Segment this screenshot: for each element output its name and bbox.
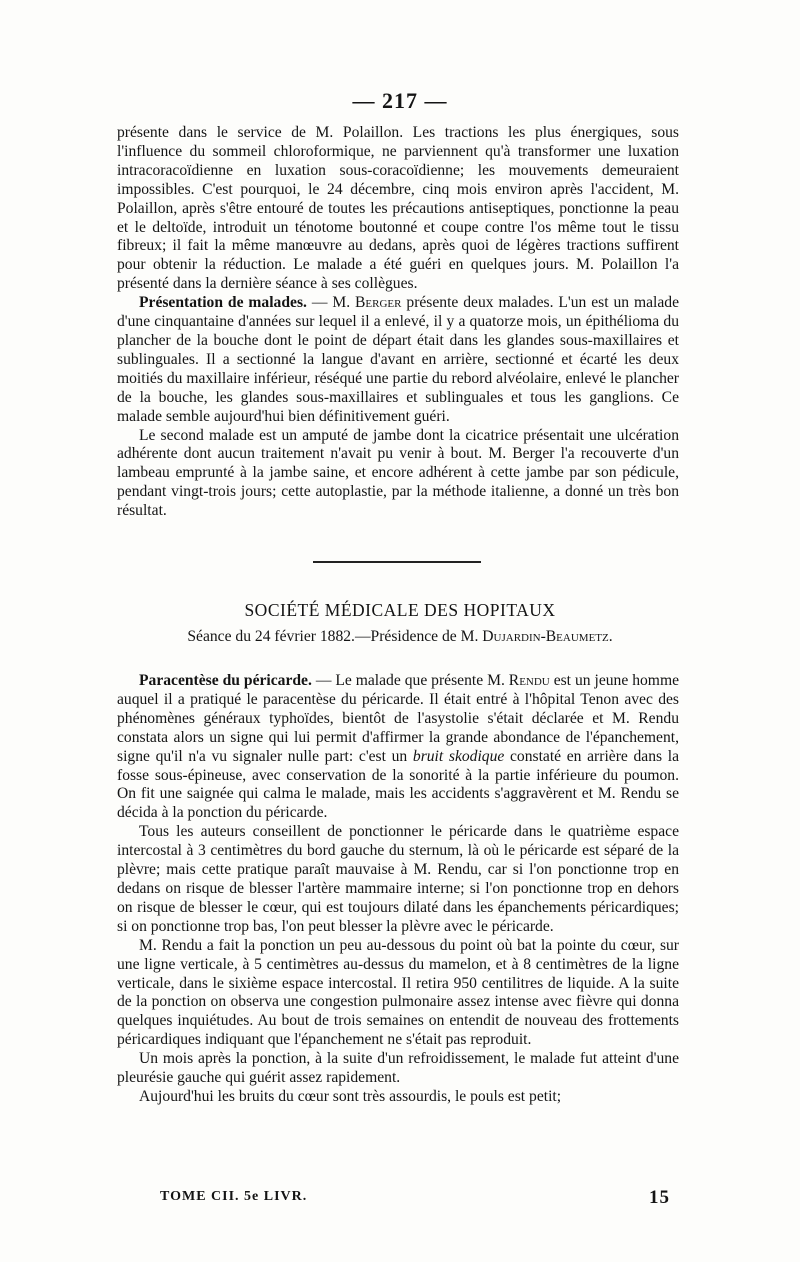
seance-line: Séance du 24 février 1882.—Présidence de M. Dujardin-Beaumetz. (187, 628, 613, 645)
signature-mark: 15 (649, 1187, 670, 1208)
paragraph-polaillon: présente dans le service de M. Polaillon. Les tractions les plus énergiques, sous l'influence du sommeil chloroformique, ne parviennent qu'à transformer une luxation intracoracoïdienne en luxation sous-coracoïdienne; les mouvements demeuraient impossibles. C'est pourquoi, le 24 décembre, cinq mois environ après l'accident, M. Polaillon, après s'être entouré de toutes les précautions antiseptiques, ponctionne la peau et le deltoïde, introduit un ténotome boutonné et coupe contre l'os même tout le tissu fibreux; il fait la même manœuvre au dedans, après quoi de légères tractions suffirent pour obtenir la réduction. Le malade a été guéri en quelques jours. M. Polaillon l'a présenté dans la dernière séance à ses collègues. (117, 124, 679, 293)
paragraph-second-malade: Le second malade est un amputé de jambe dont la cicatrice présentait une ulcération adhérente dont aucun traitement n'avait pu venir à bout. M. Berger l'a recouverte d'un lambeau emprunté à la jambe saine, et encore adhérent à cette jambe par son pédicule, pendant vingt-trois jours; cette autoplastie, par la méthode italienne, a donné un très bon résultat. (117, 426, 679, 520)
paragraph-pleuresie: Un mois après la ponction, à la suite d'un refroidissement, le malade fut atteint d'une pleurésie gauche qui guérit assez rapidement. (117, 1050, 679, 1087)
section-divider (313, 561, 481, 563)
text-block-bottom (117, 672, 679, 1107)
heading-presentation-malades: Présentation de malades. (139, 294, 307, 312)
paragraph-paracentese: Paracentèse du péricarde. — Le malade que présente M. Rendu est un jeune homme auquel il a pratiqué le paracentèse du péricarde. Il était entré à l'hôpital Tenon avec des phénomènes généraux typhoïdes, bientôt de l'asystolie s'était déclarée et M. Rendu constata alors un signe qui lui permit d'affirmer la grande abondance de l'épanchement, signe qu'il n'a vu signaler nulle part: c'est un bruit skodique constaté en arrière dans la fosse sous-épineuse, avec conservation de la sonorité à la partie inférieure du poumon. On fit une saignée qui calma le malade, mais les accidents s'aggravèrent et M. Rendu se décida à la ponction du péricarde. (117, 672, 679, 822)
president-name: Dujardin-Beaumetz. (482, 628, 613, 645)
paragraph-presentation-malades: Présentation de malades. — M. Berger présente deux malades. L'un est un malade d'une cinquantaine d'années sur lequel il a enlevé, il y a quatorze mois, un épithélioma du plancher de la bouche dont le point de départ était dans les glandes sous-maxillaires et sublinguales. Il a sectionné la langue d'avant en arrière, sectionné et écarté les deux moitiés du maxillaire inférieur, réséqué une partie du rebord alvéolaire, enlevé le plancher de la bouche, les glandes sous-maxillaires et sublinguales et tous les ganglions. Ce malade semble aujourd'hui bien définitivement guéri. (117, 294, 679, 425)
paragraph-aujourdhui: Aujourd'hui les bruits du cœur sont très assourdis, le pouls est petit; (139, 1087, 562, 1105)
volume-line: TOME CII. 5e LIVR. (160, 1189, 308, 1204)
society-title: SOCIÉTÉ MÉDICALE DES HOPITAUX (244, 600, 556, 620)
heading-paracentese: Paracentèse du péricarde. (139, 672, 312, 689)
page-number: — 217 — (352, 88, 448, 113)
text-block-top (117, 124, 679, 521)
name-berger: Berger (355, 294, 402, 312)
term-bruit-skodique: bruit skodique (412, 747, 505, 765)
page-footer (160, 1187, 670, 1208)
name-rendu: Rendu (508, 672, 550, 689)
paragraph-ponction: M. Rendu a fait la ponction un peu au-dessous du point où bat la pointe du cœur, sur une ligne verticale, à 5 centimètres au-dessus du mamelon, et à 8 centimètres de la ligne verticale, dans le sixième espace intercostal. Il retira 950 centilitres de liquide. A la suite de la ponction on observa une congestion pulmonaire assez intense avec fièvre qui donna quelques inquiétudes. Au bout de trois semaines on entendit de nouveau des frottements péricardiques indiquant que l'épanchement ne s'était pas reproduit. (117, 936, 679, 1049)
paragraph-auteurs: Tous les auteurs conseillent de ponctionner le péricarde dans le quatrième espace intercostal à 3 centimètres du bord gauche du sternum, là où le péricarde est séparé de la plèvre; mais cette pratique paraît mauvaise à M. Rendu, car si l'on ponctionne trop en dedans on risque de blesser l'artère mammaire interne; si l'on ponctionne trop en dehors on risque de blesser le cœur, qui est toujours dilaté dans les épanchements péricardiques; si on ponctionne trop bas, l'on peut blesser la plèvre avec le péricarde. (117, 823, 679, 935)
